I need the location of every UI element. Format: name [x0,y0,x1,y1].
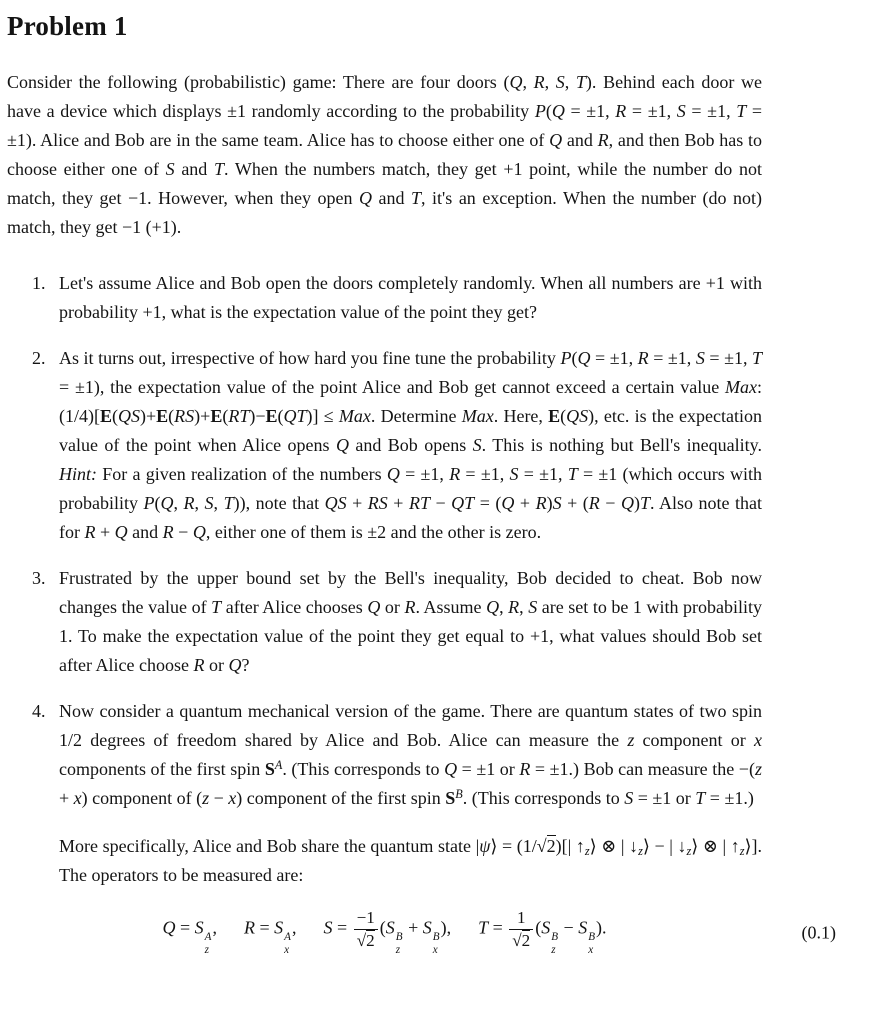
item-1-number: 1. [32,273,46,293]
equation-row [7,906,836,960]
continuation-paragraph: More specifically, Alice and Bob share the quantum state |ψ⟩ = (1/√2)[| $↑_z⟩$ ⊗ | $↓_z⟩$ − | $↓_z⟩$ ⊗ | $↑_z⟩$]. The operators to be measured are: [59,836,763,885]
list-item-2 [7,344,762,547]
problem-list [7,269,762,813]
item-2-text: As it turns out, irrespective of how hard you fine tune the probability P(Q = ±1, R = ±1, S = ±1, T = ±1), the expectation value of the point Alice and Bob get cannot exceed a certain value Max: (1/4)[E(QS)+E(RS)+E(RT)−E(QT)] ≤ Max. Determine Max. Here, E(QS), etc. is the expectation value of the point when Alice opens Q and Bob opens S. This is nothing but Bell's inequality. Hint: For a given realization of the numbers Q = ±1, R = ±1, S = ±1, T = ±1 (which occurs with probability P(Q, R, S, T)), note that QS + RS + RT − QT = (Q + R)S + (R − Q)T. Also note that for R + Q and R − Q, either one of them is ±2 and the other is zero. [59,348,763,542]
item-2-number: 2. [32,348,46,368]
page-title: Problem 1 [7,11,128,41]
item-1-text: Let's assume Alice and Bob open the doors completely randomly. When all numbers are +1 with probability +1, what is the expectation value of the point they get? [59,273,762,322]
item-3-text: Frustrated by the upper bound set by the Bell's inequality, Bob decided to cheat. Bob now changes the value of T after Alice chooses Q or R. Assume Q, R, S are set to be 1 with probability 1. To make the expectation value of the point they get equal to +1, what values should Bob set after Alice choose R or Q? [59,568,763,675]
list-item-3 [7,564,762,680]
item-4-text: Now consider a quantum mechanical version of the game. There are quantum states of two spin 1/2 degrees of freedom shared by Alice and Bob. Alice can measure the z component or x components of the first spin $S^A$. (This corresponds to Q = ±1 or R = ±1.) Bob can measure the −(z + x) component of (z − x) component of the first spin $S^B$. (This corresponds to S = ±1 or T = ±1.) [59,701,762,808]
list-item-1 [7,269,762,327]
item-4-number: 4. [32,701,46,721]
intro-paragraph: Consider the following (probabilistic) game: There are four doors (Q, R, S, T). Behind each door we have a device which displays ±1 randomly according to the probability P(Q = ±1, R = ±1, S = ±1, T = ±1). Alice and Bob are in the same team. Alice has to choose either one of Q and R, and then Bob has to choose either one of S and T. When the numbers match, they get +1 point, while the number do not match, they get −1. However, when they open Q and T, it's an exception. When the number (do not) match, they get −1 (+1). [7,72,763,237]
list-item-4 [7,697,762,813]
equation-number: (0.1) [801,922,836,943]
equation-body: Q = S A z , R = S A x , S = $\frac{-1}{√2}$ (S B z + S B x ), T = $\frac{1}{√2}$ (S B z − S B x ). [162,908,607,957]
item-3-number: 3. [32,568,46,588]
